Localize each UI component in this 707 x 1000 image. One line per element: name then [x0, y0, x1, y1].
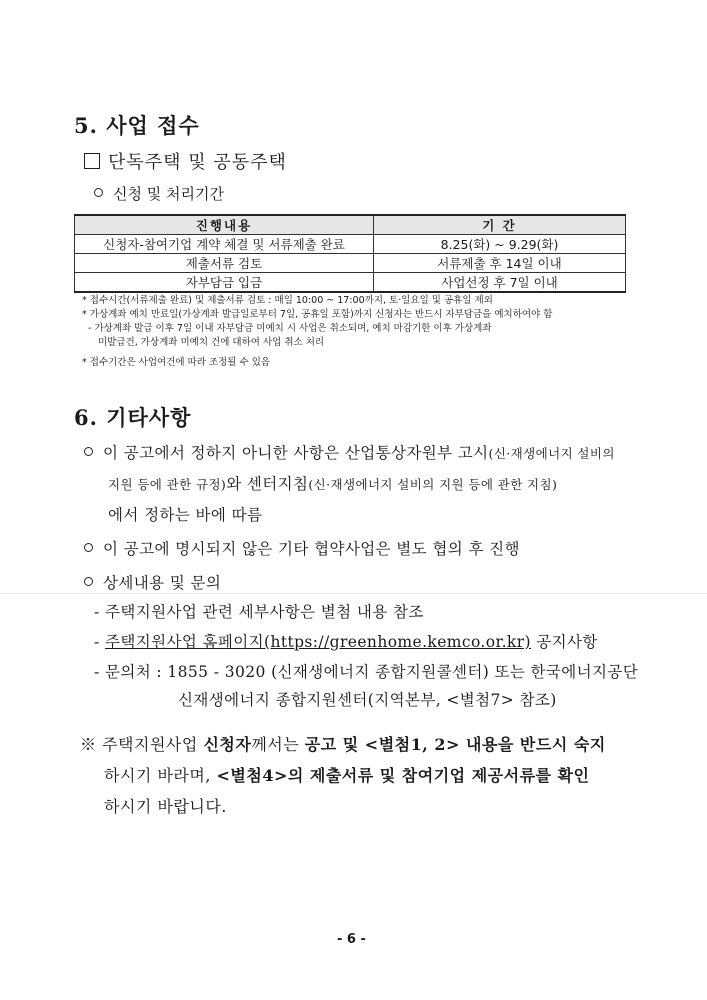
item1-line3: 에서 정하는 바에 따름	[108, 506, 263, 524]
dash-suffix: 공지사항	[530, 633, 598, 651]
notice-bold: <별첨4>의 제출서류 및 참여기업 제공서류를 확인	[216, 766, 590, 785]
table-cell: 서류제출 후 14일 이내	[374, 254, 626, 273]
table-cell: 자부담금 입금	[75, 273, 374, 293]
item1-text: 이 공고에서 정하지 아니한 사항은 산업통상자원부 고시	[103, 444, 489, 462]
scan-artifact-line	[0, 593, 707, 594]
final-notice-line2	[104, 763, 589, 786]
table-cell: 8.25(화) ~ 9.29(화)	[374, 235, 626, 254]
page-number: - 6 -	[337, 932, 366, 947]
notice-text: 주택지원사업	[96, 735, 204, 754]
item1-line1	[84, 441, 615, 463]
reference-mark: ※	[80, 735, 97, 754]
bullet-application-period	[94, 183, 224, 204]
notice-text: 하시기 바라며,	[104, 766, 217, 785]
table-row	[75, 235, 626, 254]
item2-text: 이 공고에 명시되지 않은 기타 협약사업은 별도 협의 후 진행	[103, 540, 520, 558]
item1-small-text: 지원 등에 관한 규정)	[108, 477, 227, 492]
item2	[84, 537, 520, 559]
bullet-text: 신청 및 처리기간	[113, 185, 224, 203]
item3-text: 상세내용 및 문의	[103, 574, 222, 592]
notice-text: 께서는	[251, 735, 305, 754]
item1-text: 와 센터지침	[226, 475, 309, 493]
notice-bold: 신청자	[203, 735, 252, 754]
dash-item-3-cont: 신재생에너지 종합지원센터(지역본부, <별첨7> 참조)	[178, 691, 557, 709]
note-line: - 가상계좌 발급 이후 7일 이내 자부담금 미예치 시 사업은 취소되며, 예치 마감기한 이후 가상계좌	[88, 323, 492, 334]
final-notice-line3: 하시기 바랍니다.	[104, 797, 227, 816]
item1-line2	[108, 472, 557, 494]
note-line: * 접수시간(서류제출 완료) 및 제출서류 검토 : 매일 10:00 ~ 17:00까지, 토·일요일 및 공휴일 제외	[82, 295, 493, 306]
final-notice-line1	[80, 732, 606, 755]
table-cell: 사업선정 후 7일 이내	[374, 273, 626, 293]
section-6-title: 6. 기타사항	[74, 405, 192, 430]
notes-block	[82, 294, 552, 370]
item3	[84, 571, 221, 593]
table-cell: 신청자-참여기업 계약 체결 및 서류제출 완료	[75, 235, 374, 254]
item1-small-text: (신·재생에너지 설비의 지원 등에 관한 지침)	[308, 477, 558, 492]
note-line: 미발급건, 가상계좌 미예치 건에 대하여 사업 취소 처리	[98, 337, 325, 348]
circle-bullet-icon	[84, 543, 93, 552]
table-header-cell: 기 간	[374, 215, 626, 235]
table-row	[75, 254, 626, 273]
section-5-title: 5. 사업 접수	[74, 113, 200, 138]
circle-bullet-icon	[84, 577, 93, 586]
subheading-housing	[84, 148, 287, 174]
item1-small-text: (신·재생에너지 설비의	[488, 446, 615, 461]
table-cell: 제출서류 검토	[75, 254, 374, 273]
note-line: * 가상계좌 예치 만료일(가상계좌 발급일로부터 7일, 공휴일 포함)까지 신청자는 반드시 자부담금을 예치하여야 함	[82, 309, 553, 320]
table-header-row	[75, 215, 626, 235]
dash-item-1: - 주택지원사업 관련 세부사항은 별첨 내용 참조	[94, 603, 424, 621]
schedule-table	[74, 214, 626, 293]
homepage-link[interactable]: 주택지원사업 홈페이지(https://greenhome.kemco.or.kr)	[104, 633, 531, 651]
table-row	[75, 273, 626, 293]
dash-prefix: -	[94, 633, 105, 651]
circle-bullet-icon	[84, 447, 93, 456]
note-line: * 접수기간은 사업여건에 따라 조정될 수 있음	[82, 357, 271, 368]
table-header-cell: 진행내용	[75, 215, 374, 235]
notice-bold: 공고 및 <별첨1, 2> 내용을 반드시 숙지	[304, 735, 606, 754]
circle-bullet-icon	[94, 188, 103, 197]
dash-item-3: - 문의처 : 1855 - 3020 (신재생에너지 종합지원콜센터) 또는 한국에너지공단	[94, 663, 639, 681]
subheading-text: 단독주택 및 공동주택	[108, 152, 287, 173]
dash-item-2	[94, 630, 598, 652]
checkbox-square-icon	[84, 153, 100, 169]
